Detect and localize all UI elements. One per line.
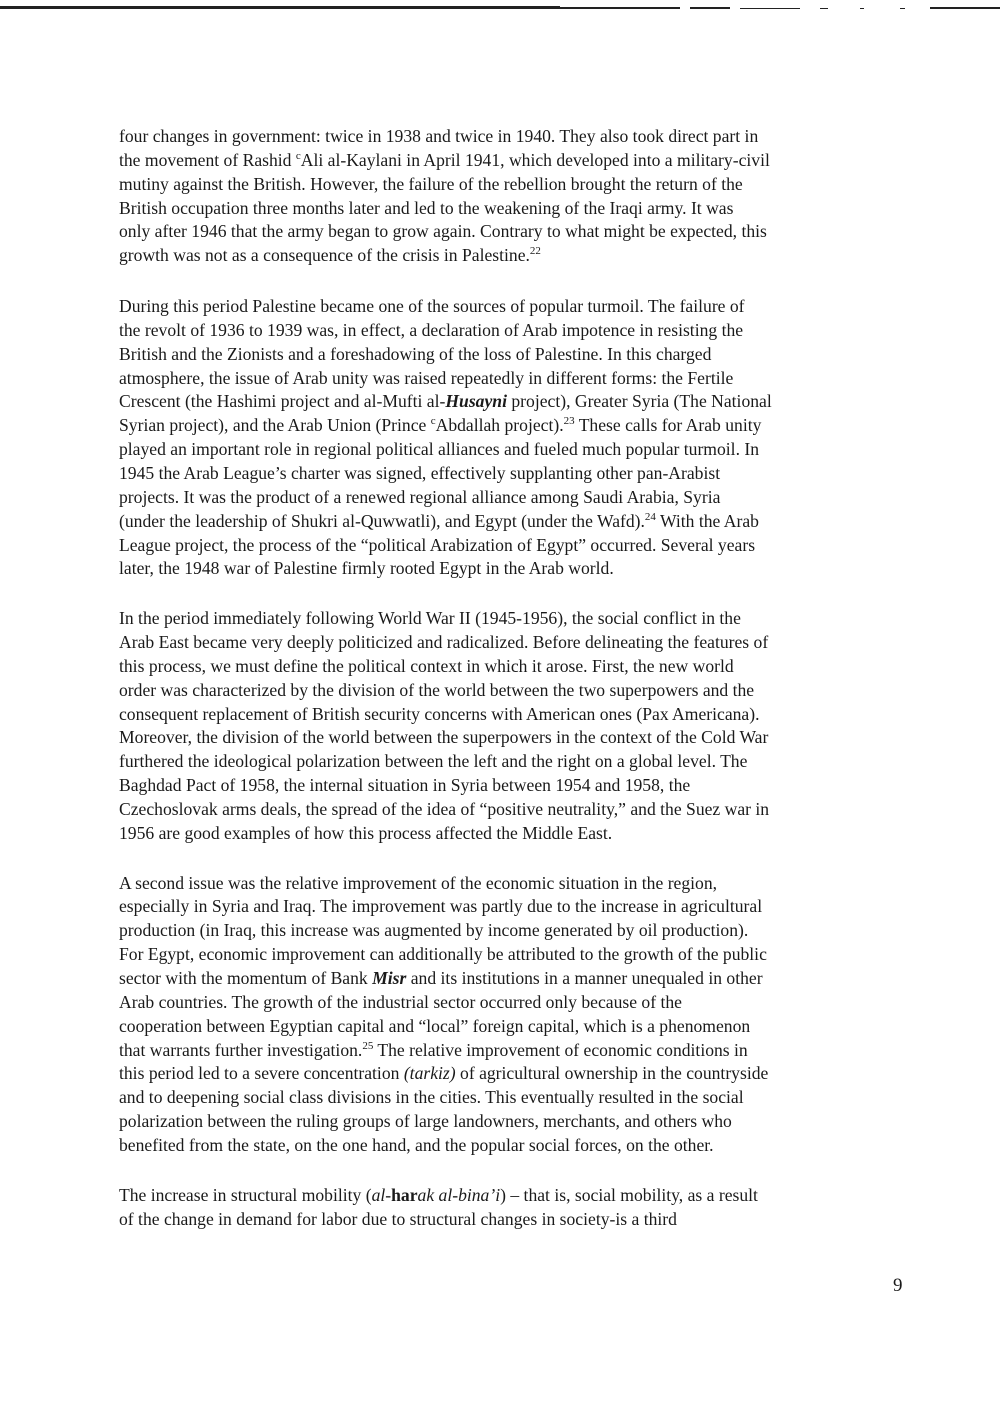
paragraph-5 xyxy=(119,1184,879,1232)
italic-term: al- xyxy=(371,1184,392,1205)
footnote-marker: 25 xyxy=(362,1039,374,1052)
text-run: These calls for Arab unity played an important role in regional political alliances and fueled much popular turmoil. In 1945 the Arab League’s charter was signed, effectively supplanting other pan-Arabist projects. It was the product of a renewed regional alliance among Saudi Arabia, Syria (under the leadership of Shukri al-Quwwatli), and Egypt (under the Wafd). xyxy=(119,415,762,531)
page-body xyxy=(119,125,879,1257)
footnote-marker: 23 xyxy=(563,415,575,428)
footnote-marker: c xyxy=(430,415,436,428)
paragraph-3 xyxy=(119,607,879,845)
text-run: With the Arab League project, the process of the “political Arabization of Egypt” occurred. Several years later, the 1948 war of Palestine firmly rooted Egypt in the Arab world. xyxy=(119,510,759,579)
text-run: project), Greater Syria (The National Syrian project), and the Arab Union (Prince xyxy=(119,391,772,436)
text-run: During this period Palestine became one of the sources of popular turmoil. The failure of the revolt of 1936 to 1939 was, in effect, a declaration of Arab impotence in resisting the British and the Zionists and a foreshadowing of the loss of Palestine. In this charged atmosphere, the issue of Arab unity was raised repeatedly in different forms: the Fertile Crescent (the Hashimi project and al-Mufti al- xyxy=(119,296,745,412)
text-run: The relative improvement of economic conditions in this period led to a severe concentration xyxy=(119,1039,748,1084)
emphasized-term: Husayni xyxy=(445,391,507,412)
text-run: ) – that is, social mobility, as a result of the change in demand for labor due to structural changes in society-is a third xyxy=(119,1184,758,1229)
text-run: A second issue was the relative improvement of the economic situation in the region, especially in Syria and Iraq. The improvement was partly due to the increase in agricultural production (in Iraq, this increase was augmented by income generated by oil production). For Egypt, economic improvement can additionally be attributed to the growth of the public sector with the momentum of Bank xyxy=(119,872,767,988)
footnote-marker: 24 xyxy=(644,510,656,523)
text-run: The increase in structural mobility ( xyxy=(119,1184,372,1205)
text-run: and its institutions in a manner unequaled in other Arab countries. The growth of the industrial sector occurred only because of the cooperation between Egyptian capital and “local” foreign capital, which is a phenomenon that warrants further investigation. xyxy=(119,968,763,1060)
text-run: Abdallah project). xyxy=(435,415,564,436)
scan-edge-line xyxy=(0,6,1000,10)
emphasized-term: Misr xyxy=(372,968,407,988)
footnote-marker: 22 xyxy=(529,245,541,258)
text-run: of agricultural ownership in the countryside and to deepening social class divisions in the cities. This eventually resulted in the social polarization between the ruling groups of large landowners, merchants, and others who benefited from the state, on the one hand, and the popular social forces, on the other. xyxy=(119,1063,769,1155)
paragraph-2 xyxy=(119,295,879,581)
text-run: four changes in government: twice in 1938 and twice in 1940. They also took direct part in the movement of Rashid xyxy=(119,126,759,170)
page-number: 9 xyxy=(893,1275,903,1296)
italic-term: ak al-bina’i xyxy=(417,1184,501,1205)
text-run: In the period immediately following World War II (1945-1956), the social conflict in the Arab East became very deeply politicized and radicalized. Before delineating the features of this process, we must define the political context in which it arose. First, the new world order was characterized by the division of the world between the two superpowers and the consequent replacement of British security concerns with American ones (Pax Americana). Moreover, the division of the world between the superpowers in the context of the Cold War furthered the ideological polarization between the left and the right on a global level. The Baghdad Pact of 1958, the internal situation in Syria between 1954 and 1958, the Czechoslovak arms deals, the spread of the idea of “positive neutrality,” and the Suez war in 1956 are good examples of how this process affected the Middle East. xyxy=(119,608,770,843)
footnote-marker: c xyxy=(295,149,301,162)
paragraph-4 xyxy=(119,872,879,1158)
paragraph-1 xyxy=(119,125,879,268)
text-run: Ali al-Kaylani in April 1941, which developed into a military-civil mutiny against the British. However, the failure of the rebellion brought the return of the British occupation three months later and led to the weakening of the Iraqi army. It was only after 1946 that the army began to grow again. Contrary to what might be expected, this growth was not as a consequence of the crisis in Palestine. xyxy=(119,149,770,266)
italic-term: (tarkiz) xyxy=(403,1063,456,1084)
bold-term: har xyxy=(391,1184,418,1205)
